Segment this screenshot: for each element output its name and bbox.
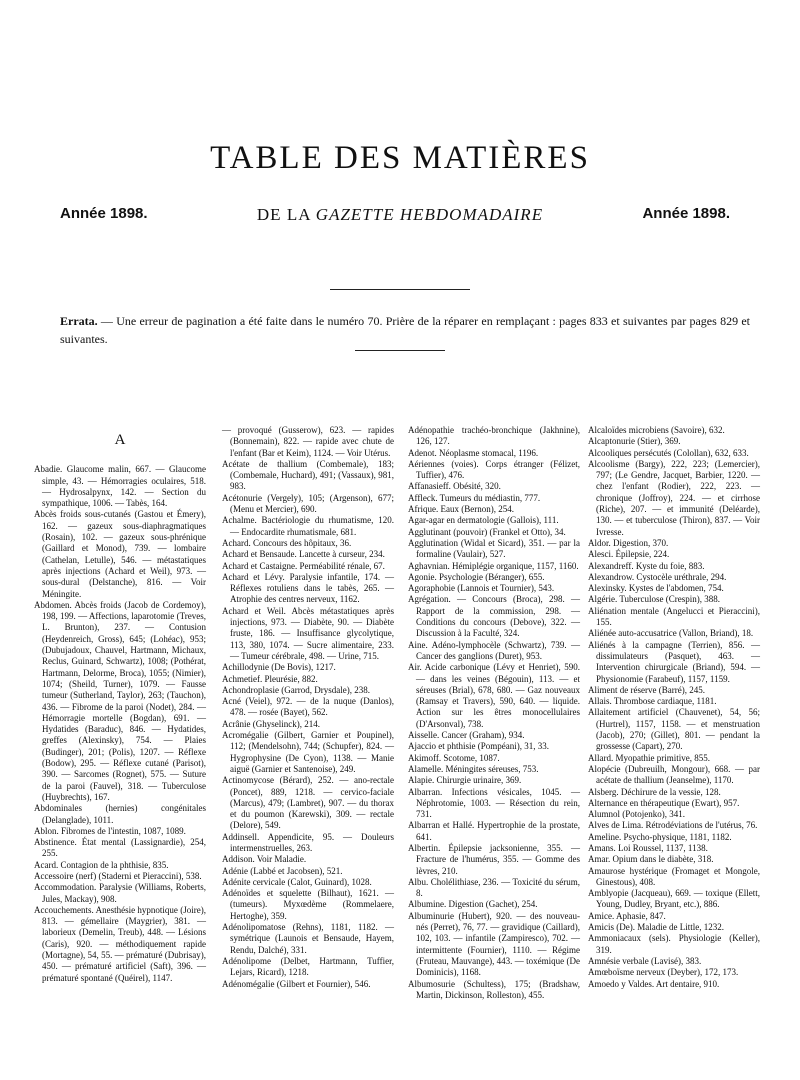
index-entry: — provoqué (Gusserow), 623. — rapides (Bonnemain), 822. — rapide avec chute de l'enfant (Bar et Keim), 1124. — Voir Utérus.	[222, 425, 394, 458]
index-entry: Aghavnian. Hémiplégie organique, 1157, 1160.	[408, 560, 579, 571]
index-entry: Allais. Thrombose cardiaque, 1181.	[588, 696, 717, 707]
divider-top	[330, 289, 470, 290]
index-entry: Alexandreff. Kyste du foie, 883.	[588, 560, 705, 571]
index-entry: Alves de Lima. Rétrodéviations de l'utérus, 76.	[588, 820, 758, 831]
index-entry: Acromégalie (Gilbert, Garnier et Poupinel), 112; (Mendelsohn), 744; (Schupfer), 824. — Hygrophysine (De Cyon), 1138. — Manie aiguë (Garnier et Santenoise), 249.	[222, 730, 394, 774]
index-entry: Ammoniacaux (sels). Physiologie (Keller), 319.	[588, 933, 760, 955]
index-entry: Amoedo y Valdes. Art dentaire, 910.	[588, 978, 720, 989]
index-column-3	[408, 425, 580, 1001]
index-entry: Achard. Concours des hôpitaux, 36.	[222, 537, 352, 548]
index-entry: Alexandrow. Cystocèle uréthrale, 294.	[588, 571, 727, 582]
index-entry: Agglutinant (pouvoir) (Frankel et Otto), 34.	[408, 526, 566, 537]
index-entry: Actinomycose (Bérard), 252. — ano-rectale (Poncet), 889, 1218. — cervico-faciale (Marcus), 479; (Lambret), 907. — du thorax et du poumon (Karewski), 309. — rectale (Delore), 549.	[222, 775, 394, 831]
index-entry: Addinsell. Appendicite, 95. — Douleurs intermenstruelles, 263.	[222, 831, 394, 853]
index-column-2	[222, 425, 394, 990]
index-entry: Adénite cervicale (Calot, Guinard), 1028.	[222, 876, 372, 887]
index-entry: Amicis (De). Maladie de Little, 1232.	[588, 922, 724, 933]
index-entry: Ajaccio et phthisie (Pompéani), 31, 33.	[408, 741, 549, 752]
index-entry: Alcooliques persécutés (Colollan), 632, 633.	[588, 447, 749, 458]
index-entry: Abcès froids sous-cutanés (Gastou et Émery), 162. — gazeux sous-diaphragmatiques (Rosain), 102. — gazeux sous-phrénique (Gaillard et Monod), 739. — lombaire (Cathelan, Letulle), 546. — métastatiques après injections (Achard et Weil), 973. — sous-dural (Delstanche), 816. — Voir Méningite.	[34, 509, 206, 599]
index-entry: Achard et Castaigne. Perméabilité rénale, 67.	[222, 560, 385, 571]
index-entry: Alapie. Chirurgie urinaire, 369.	[408, 775, 522, 786]
index-entry: Achillodynie (De Bovis), 1217.	[222, 662, 336, 673]
index-entry: Accommodation. Paralysie (Williams, Roberts, Jules, Mackay), 908.	[34, 882, 206, 904]
index-entry: Agar-agar en dermatologie (Gallois), 111.	[408, 515, 559, 526]
index-entry: Amblyopie (Jacqueau), 669. — toxique (Ellett, Young, Dudley, Bryant, etc.), 886.	[588, 888, 760, 910]
index-entry: Aldor. Digestion, 370.	[588, 537, 669, 548]
index-entry: Albertin. Épilepsie jacksonienne, 355. — Fracture de l'humérus, 355. — Gomme des lèvres, 210.	[408, 842, 580, 876]
year-right: Année 1898.	[642, 205, 730, 222]
index-entry: Alsberg. Déchirure de la vessie, 128.	[588, 786, 721, 797]
year-left: Année 1898.	[60, 205, 148, 222]
index-entry: Achard et Weil. Abcès métastatiques après injections, 973. — Diabète, 90. — Diabète fruste, 186. — Insuffisance glycolytique, 113, 380, 1074. — Sucre alimentaire, 233. — Tumeur cérébrale, 498. — Urine, 715.	[222, 605, 394, 661]
index-entry: Achard et Bensaude. Lancette à curseur, 234.	[222, 549, 385, 560]
index-entry: Alcaptonurie (Stier), 369.	[588, 436, 681, 447]
index-entry: Aliment de réserve (Barré), 245.	[588, 684, 705, 695]
index-entry: Achard et Lévy. Paralysie infantile, 174. — Réflexes rotuliens dans le tabès, 265. — Atrophie des centres nerveux, 1162.	[222, 571, 394, 605]
index-entry: Affanasieff. Obésité, 320.	[408, 481, 501, 492]
index-entry: Achondroplasie (Garrod, Drysdale), 238.	[222, 684, 370, 695]
index-entry: Aériennes (voies). Corps étranger (Félizet, Tuffier), 476.	[408, 458, 580, 481]
index-entry: Acétate de thallium (Combemale), 183; (Combemale, Huchard), 491; (Vassaux), 981, 983.	[222, 458, 394, 492]
index-entry: Agonie. Psychologie (Béranger), 655.	[408, 571, 545, 582]
index-entry: Ablon. Fibromes de l'intestin, 1087, 1089.	[34, 825, 186, 836]
index-entry: Affleck. Tumeurs du médiastin, 777.	[408, 492, 541, 503]
index-entry: Alexinsky. Kystes de l'abdomen, 754.	[588, 583, 724, 594]
page-title: TABLE DES MATIÈRES	[210, 140, 590, 176]
index-entry: Aisselle. Cancer (Graham), 934.	[408, 730, 525, 741]
index-entry: Amice. Aphasie, 847.	[588, 910, 666, 921]
subtitle-prefix: DE LA	[256, 205, 311, 224]
index-entry: Agrégation. — Concours (Broca), 298. — Rapport de la commission, 298. — Conditions du concours (Debove), 322. — Discussion à la Faculté, 324.	[408, 594, 580, 639]
index-entry: Alumnol (Potojenko), 341.	[588, 809, 685, 820]
index-entry: Albuminurie (Hubert), 920. — des nouveau-nés (Perret), 76, 77. — gravidique (Caillard), 102, 103. — infantile (Zampiresco), 702. — intermittente (Fournier), 1110. — Régime (Fruteau, Mauvange), 443. — toxémique (De Dominicis), 1168.	[408, 910, 580, 978]
index-entry: Aliénés à la campagne (Terrien), 856. — dissimulateurs (Pasquet), 463. — Intervention chirurgicale (Briand), 594. — Physionomie (Farabeuf), 1157, 1159.	[588, 639, 760, 684]
errata-text: — Une erreur de pagination a été faite dans le numéro 70. Prière de la réparer en remplaçant : pages 833 et suivantes par pages 829 et suivantes.	[60, 314, 750, 346]
index-entry: Adénolipomatose (Rehns), 1181, 1182. — symétrique (Launois et Bensaude, Hayem, Rendu, Dalché), 331.	[222, 922, 394, 955]
index-entry: Abdominales (hernies) congénitales (Delanglade), 1011.	[34, 803, 206, 825]
index-entry: Allaitement artificiel (Chauvenet), 54, 56; (Hurtrel), 1157, 1158. — et menstruation (Jacob), 270; (Gillet), 801. — pendant la grossesse (Capart), 270.	[588, 707, 760, 752]
index-entry: Alesci. Épilepsie, 224.	[588, 549, 670, 560]
index-entry: Acard. Contagion de la phthisie, 835.	[34, 859, 169, 870]
index-entry: Albarran. Infections vésicales, 1045. — Néphrotomie, 1003. — Résection du rein, 731.	[408, 786, 580, 820]
index-entry: Acné (Veiel), 972. — de la nuque (Danlos), 478. — rosée (Bayet), 562.	[222, 696, 394, 718]
index-entry: Accouchements. Anesthésie hypnotique (Joire), 813. — gémellaire (Maygrier), 381. — laborieux (Demelin, Treub), 448. — Lésions (Caris), 920. — méthodiquement rapide (Mortagne), 54, 55. — prématuré (Dubrisay), 450. — prématuré artificiel (Saft), 396. — prématuré spontané (Quéirel), 1147.	[34, 904, 206, 983]
index-entry: Alcoolisme (Bargy), 222, 223; (Lemercier), 797; (Le Gendre, Jacquet, Barbier, 1220. — chez l'enfant (Rodier), 222, 223. — chronique (Joffroy), 224. — et cirrhose (Riche), 207. — et immunité (Deléarde), 130. — et tuberculose (Thiron), 837. — Voir Ivresse.	[588, 458, 760, 537]
index-entry: Amaurose hystérique (Fromaget et Mongole, Ginestous), 408.	[588, 865, 760, 887]
index-entry: Afrique. Eaux (Bernon), 254.	[408, 504, 514, 515]
index-entry: Albumosurie (Schultess), 175; (Bradshaw, Martin, Dickinson, Rolleston), 455.	[408, 978, 580, 1000]
index-entry: Accessoire (nerf) (Staderni et Pieraccini), 538.	[34, 870, 202, 881]
index-entry: Aine. Adéno-lymphocèle (Schwartz), 739. — Cancer des ganglions (Duret), 953.	[408, 639, 580, 661]
index-entry: Acrânie (Ghyselinck), 214.	[222, 718, 320, 729]
errata-label: Errata.	[60, 314, 98, 328]
index-column-1	[34, 425, 206, 984]
index-entry: Addison. Voir Maladie.	[222, 854, 307, 865]
index-entry: Adénoïdes et squelette (Bilhaut), 1621. — (tumeurs). Myxœdème (Rommelaere, Hertoghe), 359.	[222, 888, 394, 921]
index-entry: Alamelle. Méningites séreuses, 753.	[408, 763, 539, 774]
index-entry: Albu. Cholélithiase, 236. — Toxicité du sérum, 8.	[408, 876, 580, 899]
index-entry: Abadie. Glaucome malin, 667. — Glaucome simple, 43. — Hémorragies oculaires, 518. — Hydrosalpynx, 142. — Section du sympathique, 1006. — Tabès, 164.	[34, 464, 206, 509]
index-entry: Amnésie verbale (Lavisé), 383.	[588, 955, 702, 966]
divider-bottom	[355, 350, 445, 351]
section-letter: A	[114, 432, 126, 448]
index-entry: Acétonurie (Vergely), 105; (Argenson), 677; (Menu et Mercier), 690.	[222, 492, 394, 515]
index-entry: Albumine. Digestion (Gachet), 254.	[408, 899, 538, 910]
index-entry: Adénie (Labbé et Jacobsen), 521.	[222, 865, 343, 876]
index-entry: Alternance en thérapeutique (Ewart), 957.	[588, 797, 740, 808]
index-entry: Ameline. Psycho-physique, 1181, 1182.	[588, 831, 732, 842]
index-entry: Adénolipome (Delbet, Hartmann, Tuffier, Lejars, Ricard), 1218.	[222, 955, 394, 978]
index-entry: Aliénée auto-accusatrice (Vallon, Briand), 18.	[588, 628, 754, 639]
index-entry: Achmetief. Pleurésie, 882.	[222, 673, 318, 684]
index-entry: Amans. Loi Roussel, 1137, 1138.	[588, 842, 708, 853]
index-entry: Akimoff. Scotome, 1087.	[408, 752, 500, 763]
index-entry: Albarran et Hallé. Hypertrophie de la prostate, 641.	[408, 820, 580, 842]
index-entry: Amar. Opium dans le diabète, 318.	[588, 854, 714, 865]
errata-note	[60, 312, 750, 348]
index-entry: Aliénation mentale (Angelucci et Pieraccini), 155.	[588, 605, 760, 628]
index-entry: Algérie. Tuberculose (Crespin), 388.	[588, 594, 720, 605]
index-entry: Adénomégalie (Gilbert et Fournier), 546.	[222, 978, 371, 989]
index-entry: Achalme. Bactériologie du rhumatisme, 120. — Endocardite rhumatismale, 681.	[222, 515, 394, 537]
index-entry: Adénopathie trachéo-bronchique (Jakhnine), 126, 127.	[408, 425, 580, 447]
index-column-4	[588, 425, 760, 990]
index-entry: Agglutination (Widal et Sicard), 351. — par la formaline (Vaulair), 527.	[408, 537, 580, 560]
index-entry: Agoraphobie (Lannois et Tournier), 543.	[408, 583, 555, 594]
index-entry: Abdomen. Abcès froids (Jacob de Cordemoy), 198, 199. — Affections, laparotomie (Treves, L. Brunton), 237. — Contusion (Heydenreich, Gross), 645; (Lohéac), 953; (Dubujadoux, Chauvel, Hartmann, Michaux, Reclus, Guinard, Schwartz), 1008; (Pothérat, Hartmann, Delorme, Broca), 1055; (Nimier), 1074; (Sheild, Turner), 1079. — Fausse tumeur (Sutherland, Taylor), 263; (Tauchon), 436. — Fibrome de la paroi (Nodet), 284. — Hémorragie mortelle (Bogdan), 691. — Hydatides (Baraduc), 846. — Hydatides, greffes (Alexinsky), 754. — Plaies (Budinger), 201; (Polis), 1207. — Réflexe (Bodow), 295. — Réflexe cutané (Parisot), 390. — Sarcomes (Rognet), 575. — Suture de la paroi (Fauvel), 318. — Tuberculose (Huybrechts), 167.	[34, 599, 206, 802]
index-entry: Amœboïsme nerveux (Deyber), 172, 173.	[588, 967, 739, 978]
index-entry: Air. Acide carbonique (Lévy et Henriet), 590. — dans les veines (Bégouin), 113. — et séreuses (Brial), 678, 680. — Gaz nouveaux (Ramsay et Travers), 590, 640. — liquide. Action sur les êtres monocellulaires (D'Arsonval), 738.	[408, 662, 580, 729]
index-entry: Adenot. Néoplasme stomacal, 1196.	[408, 447, 539, 458]
index-entry: Allard. Myopathie primitive, 855.	[588, 752, 710, 763]
journal-name: GAZETTE HEBDOMADAIRE	[315, 205, 544, 224]
index-entry: Alopécie (Dubreuilh, Mongour), 668. — par acétate de thallium (Jeanselme), 1170.	[588, 763, 760, 786]
index-entry: Alcaloïdes microbiens (Savoire), 632.	[588, 425, 725, 435]
index-entry: Abstinence. État mental (Lassignardie), 254, 255.	[34, 837, 206, 859]
